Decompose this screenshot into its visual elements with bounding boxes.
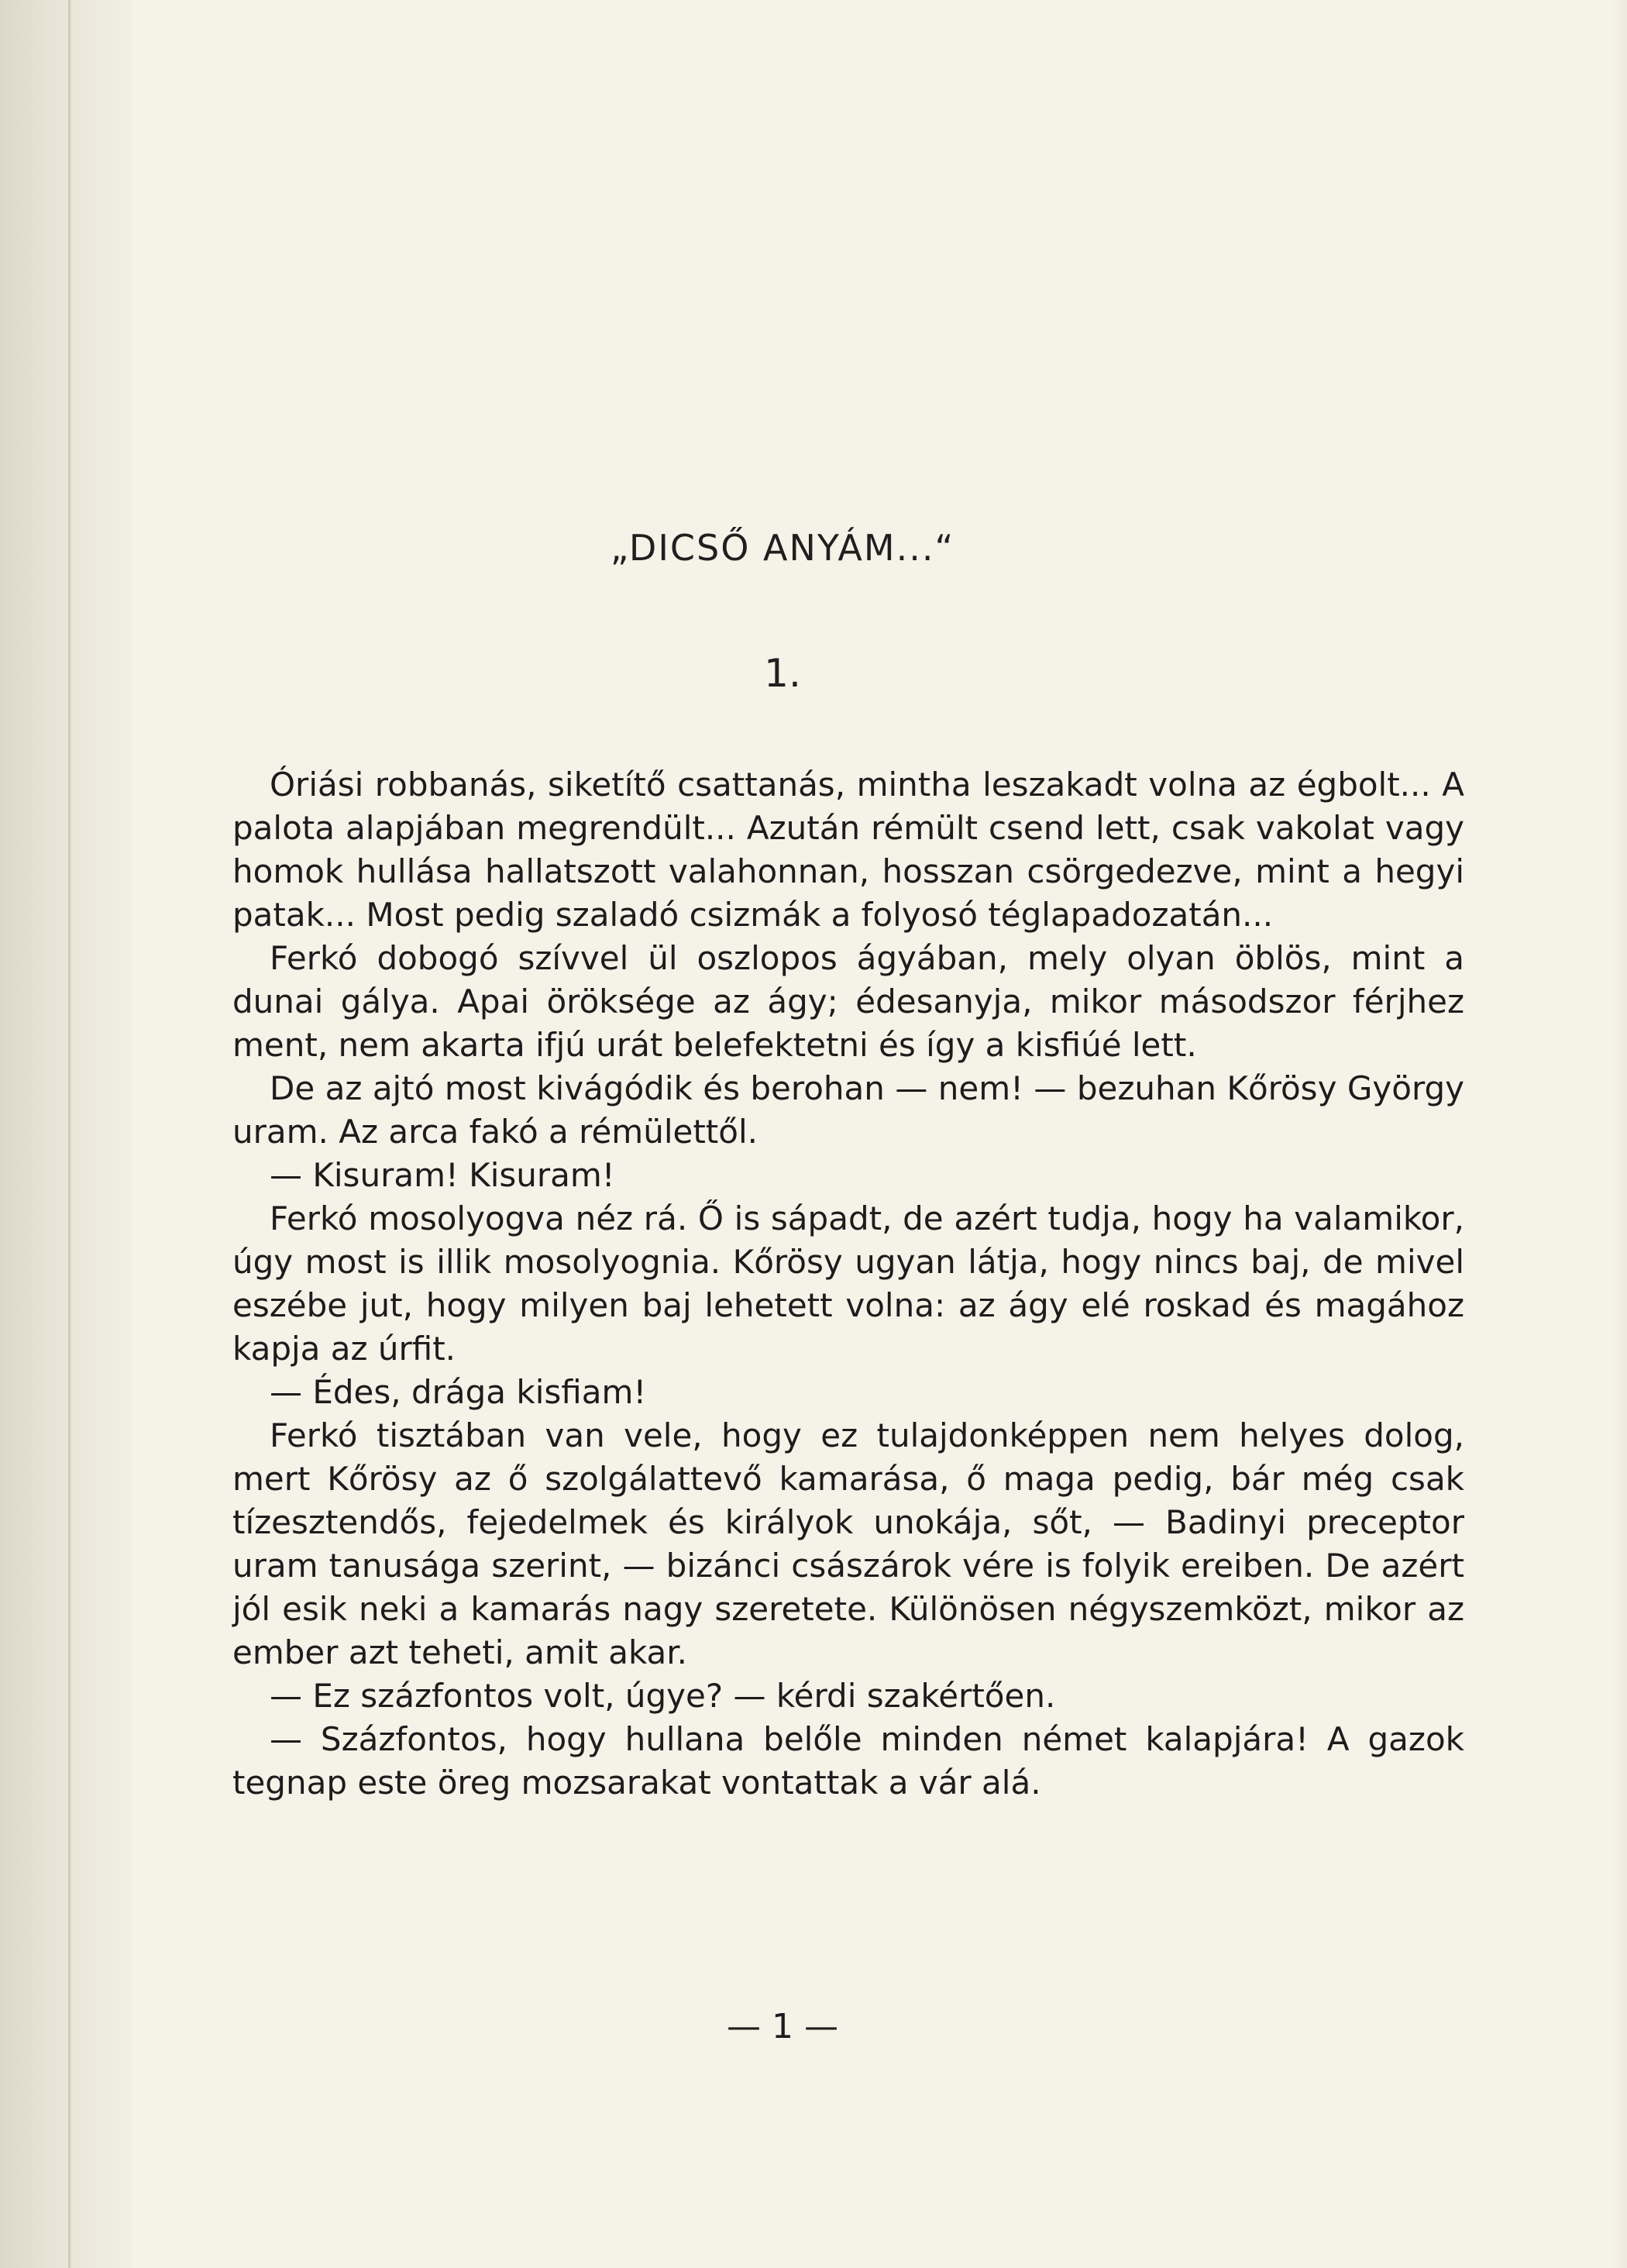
dialog-line: — Édes, drága kisfiam!: [270, 1373, 647, 1411]
dialog-line: — Százfontos, hogy hullana belőle minden német kalapjára! A gazok tegnap este öreg mozsarakat vontattak a vár alá.: [232, 1720, 1464, 1802]
dialog-line: — Ez százfontos volt, úgye? — kérdi szakértően.: [270, 1677, 1056, 1715]
paragraph: Ferkó mosolyogva néz rá. Ő is sápadt, de azért tudja, hogy ha valamikor, úgy most is illik mosolyognia. Kőrösy ugyan látja, hogy nincs baj, de mivel eszébe jut, hogy milyen baj lehetett volna: az ágy elé roskad és magához kapja az úrfit.: [232, 1199, 1464, 1368]
dialog-line: — Kisuram! Kisuram!: [270, 1156, 615, 1194]
book-gutter: [0, 0, 132, 2268]
page-edge-line: [68, 0, 71, 2268]
paragraph: Ferkó tisztában van vele, hogy ez tulajdonképpen nem helyes dolog, mert Kőrösy az ő szolgálattevő kamarása, ő maga pedig, bár még csak tízesztendős, fejedelmek és királyok unokája, sőt, — Badinyi preceptor uram tanusága szerint, — bizánci császárok vére is folyik ereiben. De azért jól esik neki a kamarás nagy szeretete. Különösen négyszemközt, mikor az ember azt teheti, amit akar.: [232, 1416, 1464, 1671]
page-right-edge: [1613, 0, 1627, 2268]
section-number: 1.: [764, 651, 801, 696]
book-page: [132, 46, 1596, 2232]
chapter-title: „DICSŐ ANYÁM...“: [610, 527, 955, 569]
paragraph: De az ajtó most kivágódik és berohan — nem! — bezuhan Kőrösy György uram. Az arca fakó a rémülettől.: [232, 1069, 1464, 1151]
paragraph: Ferkó dobogó szívvel ül oszlopos ágyában, mely olyan öblös, mint a dunai gálya. Apai öröksége az ágy; édesanyja, mikor másodszor férjhez ment, nem akarta ifjú urát belefektetni és így a kisfiúé lett.: [232, 939, 1464, 1064]
page-number: — 1 —: [727, 2007, 838, 2046]
body-text: [232, 763, 1464, 1805]
paragraph: Óriási robbanás, siketítő csattanás, mintha leszakadt volna az égbolt... A palota alapjában megrendült... Azután rémült csend lett, csak vakolat vagy homok hullása hallatszott valahonnan, hosszan csörgedezve, mint a hegyi patak... Most pedig szaladó csizmák a folyosó téglapadozatán...: [232, 766, 1464, 934]
